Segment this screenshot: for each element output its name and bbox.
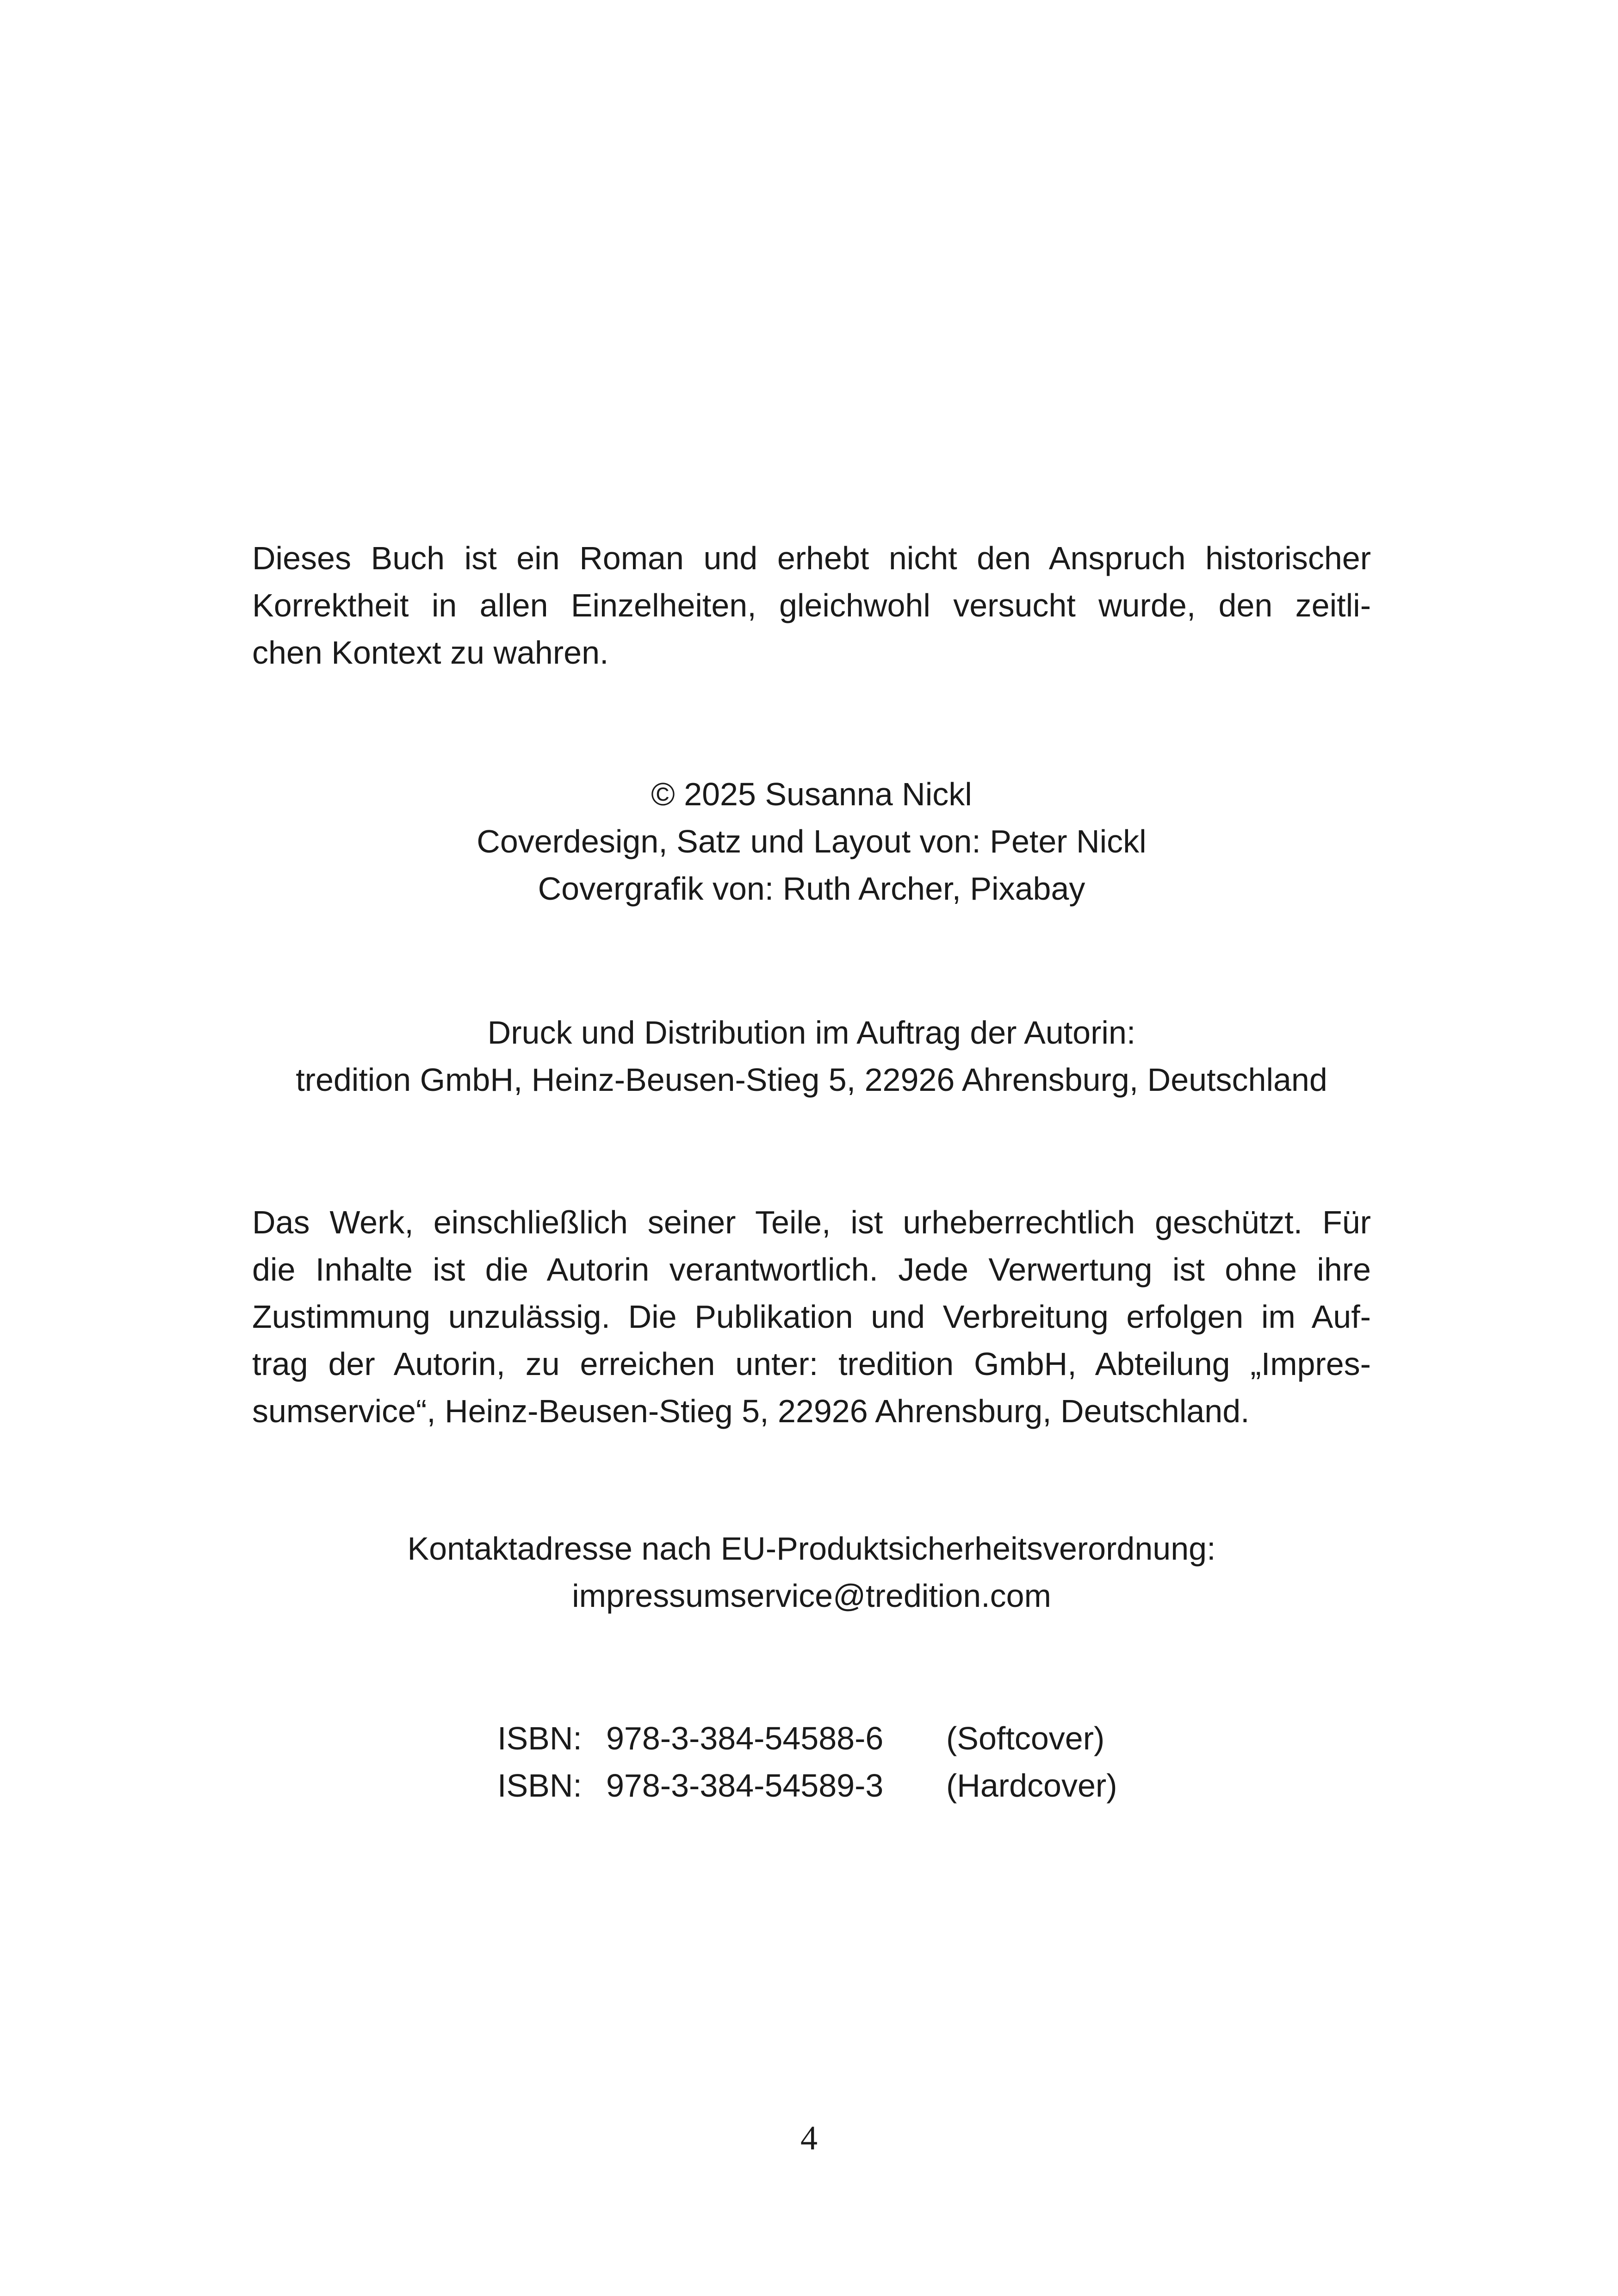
legal-line: Zustimmung unzulässig. Die Publikation und Verbreitung erfolgen im Auf- <box>252 1299 1371 1335</box>
legal-line: sumservice“, Heinz-Beusen-Stieg 5, 22926 Ahrensburg, Deutschland. <box>252 1393 1250 1429</box>
isbn-edition: (Hardcover) <box>946 1767 1117 1804</box>
credits-block <box>252 771 1371 912</box>
legal-line: Das Werk, einschließlich seiner Teile, ist urheberrechtlich geschützt. Für <box>252 1204 1371 1240</box>
isbn-number: 978-3-384-54589-3 <box>606 1767 884 1804</box>
contact-email: impressumservice@tredition.com <box>572 1578 1051 1614</box>
contact-heading: Kontaktadresse nach EU-Produktsicherheitsverordnung: <box>407 1531 1216 1567</box>
disclaimer-paragraph <box>252 535 1371 676</box>
isbn-number: 978-3-384-54588-6 <box>606 1720 884 1756</box>
cover-design-credit: Coverdesign, Satz und Layout von: Peter Nickl <box>477 823 1147 859</box>
contact-block <box>252 1525 1371 1619</box>
disclaimer-line: chen Kontext zu wahren. <box>252 635 609 671</box>
isbn-edition: (Softcover) <box>946 1720 1105 1756</box>
isbn-row-softcover <box>497 1715 1117 1762</box>
print-distribution-heading: Druck und Distribution im Auftrag der Autorin: <box>487 1014 1136 1051</box>
disclaimer-line: Dieses Buch ist ein Roman und erhebt nicht den Anspruch historischer <box>252 540 1371 576</box>
legal-notice-paragraph <box>252 1199 1371 1435</box>
legal-line: die Inhalte ist die Autorin verantwortlich. Jede Verwertung ist ohne ihre <box>252 1251 1371 1288</box>
page-number: 4 <box>800 2119 818 2157</box>
cover-graphic-credit: Covergrafik von: Ruth Archer, Pixabay <box>538 871 1085 907</box>
isbn-list <box>497 1715 1117 1809</box>
copyright-notice: © 2025 Susanna Nickl <box>651 776 972 812</box>
isbn-label: ISBN: <box>497 1720 582 1756</box>
disclaimer-line: Korrektheit in allen Einzelheiten, gleichwohl versucht wurde, den zeitli- <box>252 587 1371 623</box>
print-distribution-block <box>252 1009 1371 1103</box>
isbn-row-hardcover <box>497 1762 1117 1809</box>
isbn-label: ISBN: <box>497 1767 582 1804</box>
publisher-address: tredition GmbH, Heinz-Beusen-Stieg 5, 22926 Ahrensburg, Deutschland <box>296 1062 1327 1098</box>
legal-line: trag der Autorin, zu erreichen unter: tredition GmbH, Abteilung „Impres- <box>252 1346 1371 1382</box>
